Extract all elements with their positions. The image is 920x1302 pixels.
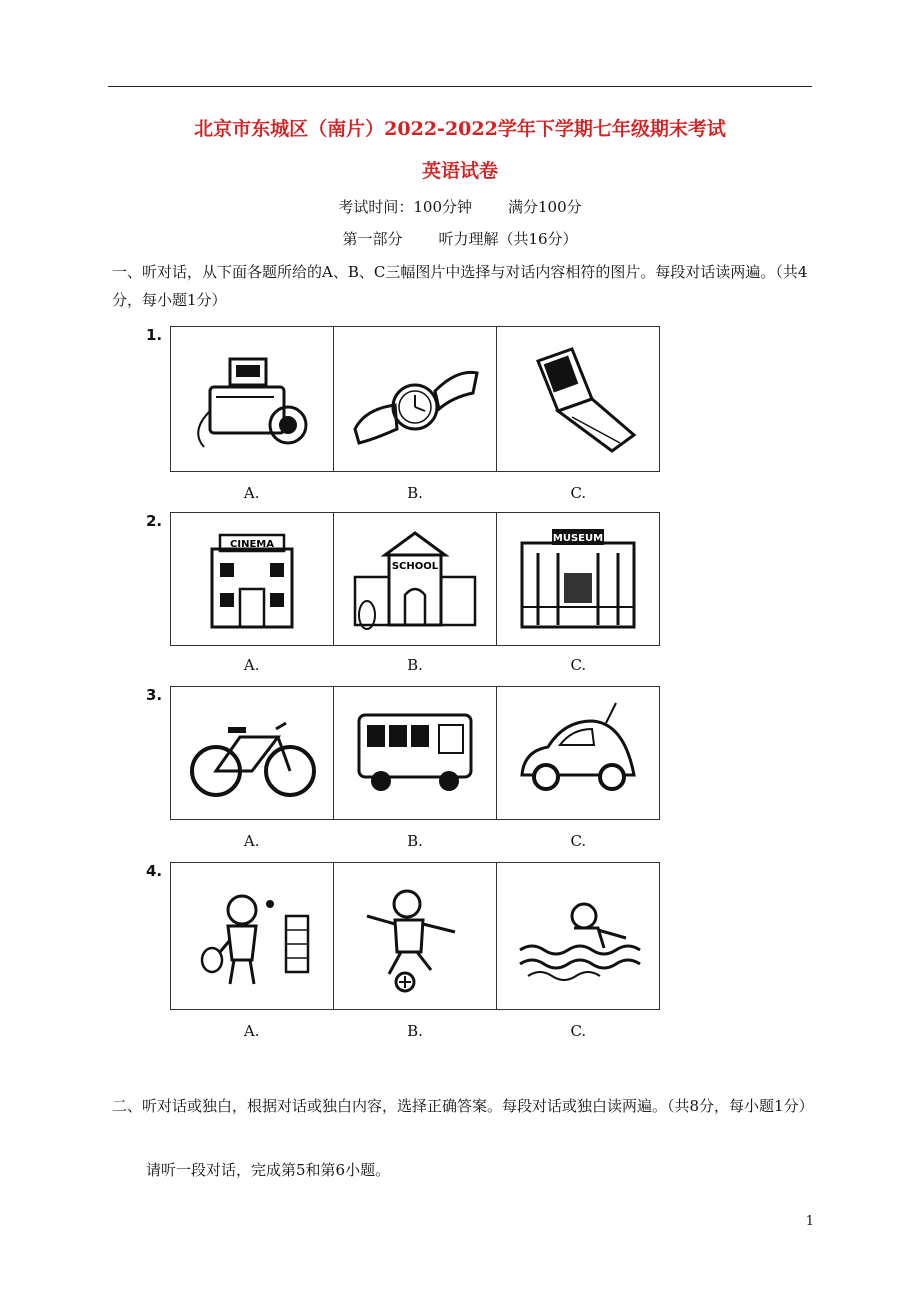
- football-icon: [345, 876, 485, 996]
- bus-icon: [345, 693, 485, 813]
- question-number: 1.: [146, 326, 163, 344]
- section2-sub-instruction: 请听一段对话，完成第5和第6小题。: [146, 1161, 391, 1179]
- option-b-picture[interactable]: [334, 687, 497, 819]
- question-1-panel: [170, 326, 660, 472]
- option-b-picture[interactable]: [334, 863, 497, 1009]
- option-a-label: A.: [243, 656, 260, 674]
- question-number: 3.: [146, 686, 163, 704]
- option-c-picture[interactable]: [497, 863, 659, 1009]
- museum-icon: [508, 519, 648, 639]
- option-a-label: A.: [243, 832, 260, 850]
- part-heading: [0, 228, 920, 249]
- section2-instruction: 二、听对话或独白，根据对话或独白内容，选择正确答案。每段对话或独白读两遍。（共8分，每小题1分）: [112, 1097, 814, 1115]
- option-a-picture[interactable]: [171, 513, 334, 645]
- page-number: 1: [805, 1214, 814, 1229]
- option-b-picture[interactable]: [334, 327, 497, 471]
- bicycle-icon: [182, 693, 322, 813]
- header-rule: [108, 86, 812, 87]
- option-c-picture[interactable]: [497, 327, 659, 471]
- camera-icon: [182, 339, 322, 459]
- part-label: 第一部分: [342, 230, 403, 248]
- option-letters: [170, 656, 660, 674]
- option-b-label: B.: [407, 656, 423, 674]
- option-a-picture[interactable]: [171, 687, 334, 819]
- watch-icon: [345, 339, 485, 459]
- option-c-label: C.: [570, 656, 587, 674]
- phone-icon: [508, 339, 648, 459]
- option-c-label: C.: [570, 484, 587, 502]
- museum-sign-text: MUSEUM: [552, 533, 604, 544]
- option-b-label: B.: [407, 484, 423, 502]
- cinema-icon: [182, 519, 322, 639]
- option-c-label: C.: [570, 1022, 587, 1040]
- question-3-panel: [170, 686, 660, 820]
- school-sign-text: SCHOOL: [391, 561, 439, 572]
- swimming-icon: [508, 876, 648, 996]
- car-icon: [508, 693, 648, 813]
- section1-instruction: 一、听对话，从下面各题所给的A、B、C三幅图片中选择与对话内容相符的图片。每段对话读两遍。（共4分，每小题1分）: [112, 263, 808, 309]
- question-2-panel: [170, 512, 660, 646]
- exam-title: 北京市东城区（南片）2022-2022学年下学期七年级期末考试: [194, 118, 726, 140]
- question-number: 2.: [146, 512, 163, 530]
- question-number: 4.: [146, 862, 163, 880]
- option-b-label: B.: [407, 832, 423, 850]
- exam-score: 满分100分: [508, 198, 582, 216]
- option-b-label: B.: [407, 1022, 423, 1040]
- question-4-panel: [170, 862, 660, 1010]
- option-letters: [170, 832, 660, 850]
- exam-subtitle: 英语试卷: [421, 160, 498, 182]
- option-letters: [170, 484, 660, 502]
- school-icon: [345, 519, 485, 639]
- option-a-picture[interactable]: [171, 863, 334, 1009]
- option-c-label: C.: [570, 832, 587, 850]
- option-letters: [170, 1022, 660, 1040]
- option-a-label: A.: [243, 484, 260, 502]
- cinema-sign-text: CINEMA: [230, 539, 274, 550]
- option-b-picture[interactable]: [334, 513, 497, 645]
- option-a-label: A.: [243, 1022, 260, 1040]
- section-label: 听力理解（共16分）: [438, 230, 578, 248]
- tennis-icon: [182, 876, 322, 996]
- option-a-picture[interactable]: [171, 327, 334, 471]
- option-c-picture[interactable]: [497, 513, 659, 645]
- exam-time: 考试时间：100分钟: [338, 198, 472, 216]
- option-c-picture[interactable]: [497, 687, 659, 819]
- exam-info: [0, 196, 920, 217]
